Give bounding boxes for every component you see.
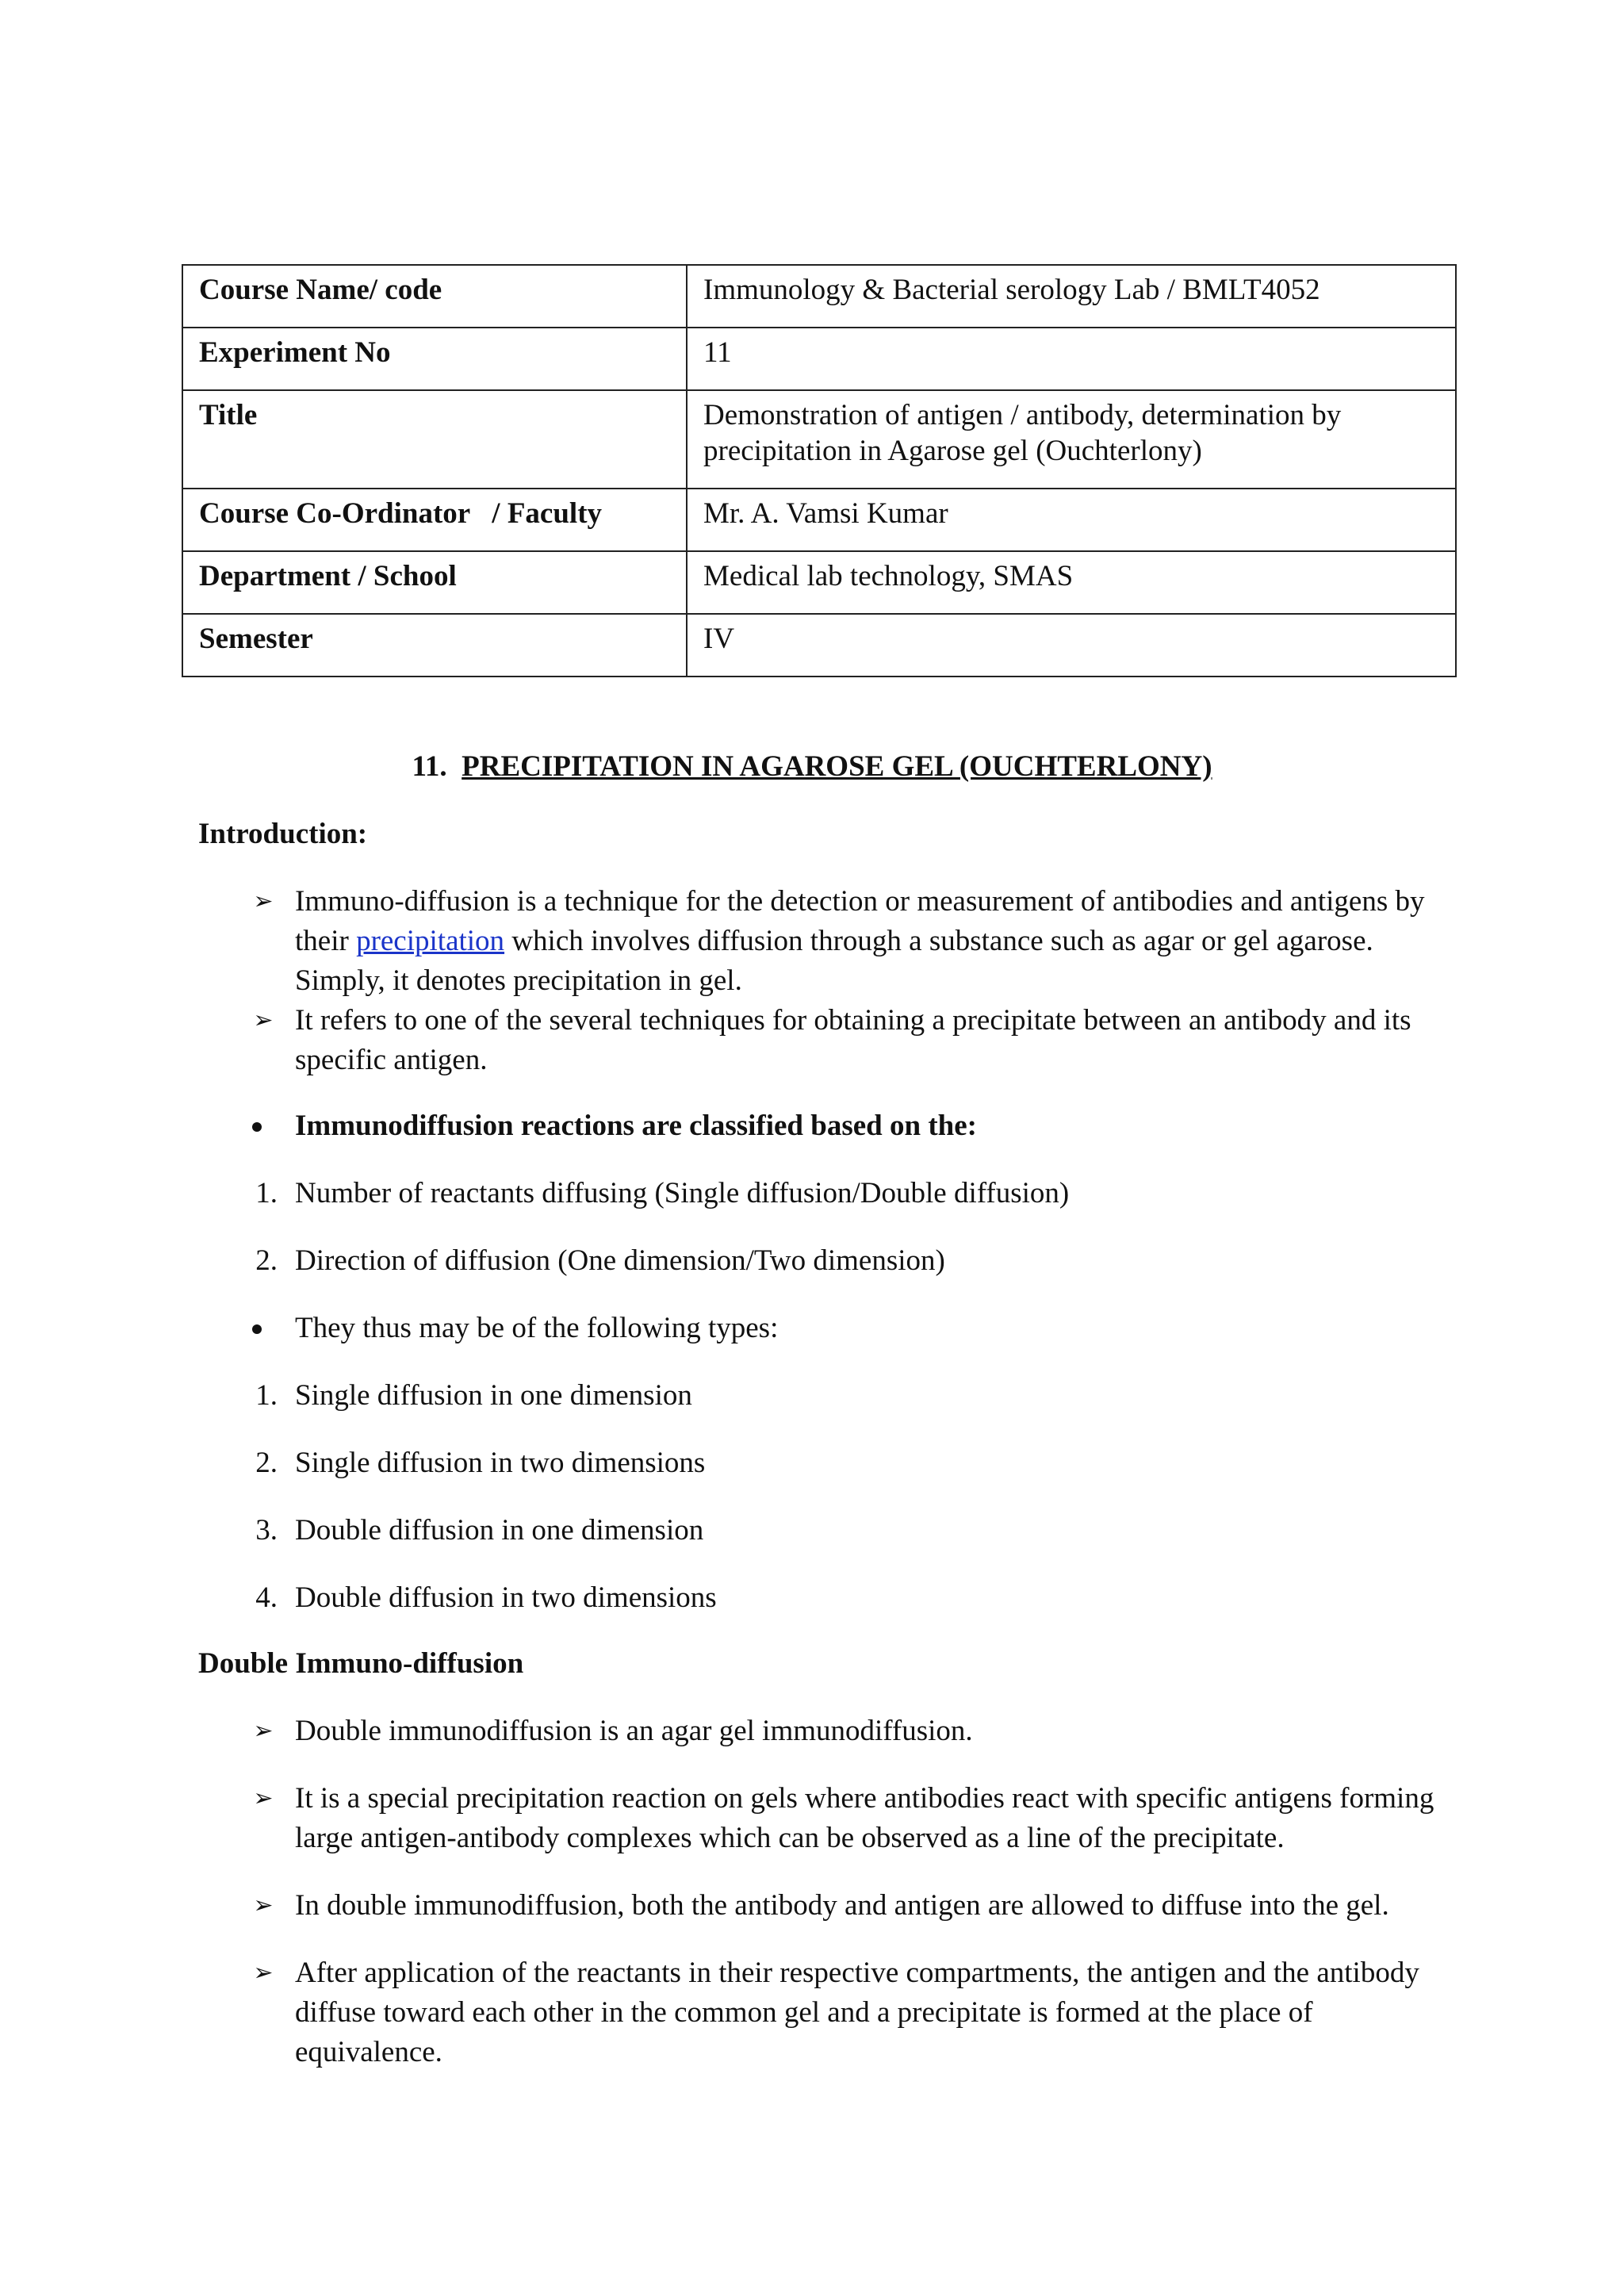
row-value: 11 [687,328,1456,390]
arrowhead-bullet-icon: ➢ [253,1892,274,1919]
list-item [295,1106,1445,1146]
table-row [182,390,1456,489]
item-number: 1. [255,1177,278,1209]
list-item [255,1241,1445,1281]
list-item [253,1001,1445,1080]
list-item-text: In double immunodiffusion, both the antibody and antigen are allowed to diffuse into the gel. [295,1889,1389,1922]
list-item [255,1511,1445,1550]
row-value: Demonstration of antigen / antibody, determination by precipitation in Agarose gel (Ouchterlony) [687,390,1456,489]
list-item [253,882,1445,1001]
list-item-text: Number of reactants diffusing (Single diffusion/Double diffusion) [295,1177,1070,1209]
arrowhead-bullet-icon: ➢ [253,1717,274,1745]
row-label: Course Co-Ordinator / Faculty [182,489,687,551]
arrowhead-bullet-icon: ➢ [253,1959,274,1987]
list-item-text: Double diffusion in one dimension [295,1514,704,1547]
item-number: 2. [255,1447,278,1479]
table-row [182,265,1456,328]
list-item [253,1886,1445,1926]
list-item [255,1443,1445,1483]
item-number: 2. [255,1244,278,1277]
double-immunodiffusion-title: Double Immuno-diffusion [198,1647,524,1680]
list-item-text: Double diffusion in two dimensions [295,1581,717,1614]
list-item-text: Single diffusion in two dimensions [295,1447,706,1479]
course-info-table [182,264,1457,677]
round-bullet-icon [252,1122,262,1132]
row-label: Semester [182,614,687,677]
item-number: 4. [255,1581,278,1614]
intro-text-start: Immuno-diffusion is a technique for the detection or measurement of antibodies and antigens by their [295,885,1425,957]
row-value: Mr. A. Vamsi Kumar [687,489,1456,551]
heading-number: 11. [412,750,447,783]
list-item-text: They thus may be of the following types: [295,1312,779,1344]
round-bullet-icon [252,1324,262,1334]
row-label: Course Name/ code [182,265,687,328]
table-row [182,551,1456,614]
row-label: Department / School [182,551,687,614]
item-number: 1. [255,1379,278,1412]
list-item-text: Direction of diffusion (One dimension/Two dimension) [295,1244,945,1277]
list-item [295,1309,1445,1348]
introduction-title: Introduction: [198,818,368,850]
row-value: Immunology & Bacterial serology Lab / BMLT4052 [687,265,1456,328]
section-heading [0,749,1624,784]
list-item-text: Double immunodiffusion is an agar gel immunodiffusion. [295,1715,973,1747]
list-item-text: Single diffusion in one dimension [295,1379,692,1412]
arrowhead-bullet-icon: ➢ [253,1006,274,1034]
row-value: IV [687,614,1456,677]
list-item-text: Immunodiffusion reactions are classified based on the: [295,1110,977,1142]
list-item [253,1953,1445,2072]
table-row [182,328,1456,390]
item-number: 3. [255,1514,278,1547]
list-item [255,1578,1445,1618]
row-label: Experiment No [182,328,687,390]
list-item [253,1779,1445,1858]
row-label: Title [182,390,687,489]
list-item-text: After application of the reactants in their respective compartments, the antigen and the antibody diffuse toward each other in the common gel and a precipitate is formed at the place of equivalence. [295,1957,1419,2068]
list-item [255,1174,1445,1213]
heading-title: PRECIPITATION IN AGAROSE GEL (OUCHTERLONY) [462,750,1212,783]
intro-text-end: which involves diffusion through a substance such as agar or gel agarose. Simply, it denotes precipitation in gel. [295,925,1373,997]
list-item-text: It is a special precipitation reaction on gels where antibodies react with specific antigens forming large antigen-antibody complexes which can be observed as a line of the precipitate. [295,1782,1434,1854]
list-item [253,1711,1445,1751]
arrowhead-bullet-icon: ➢ [253,1784,274,1812]
arrowhead-bullet-icon: ➢ [253,887,274,915]
precipitation-link[interactable]: precipitation [356,925,505,957]
list-item [255,1376,1445,1416]
table-row [182,489,1456,551]
list-item-text: It refers to one of the several techniques for obtaining a precipitate between an antibody and its specific antigen. [295,1004,1411,1076]
row-value: Medical lab technology, SMAS [687,551,1456,614]
table-row [182,614,1456,677]
